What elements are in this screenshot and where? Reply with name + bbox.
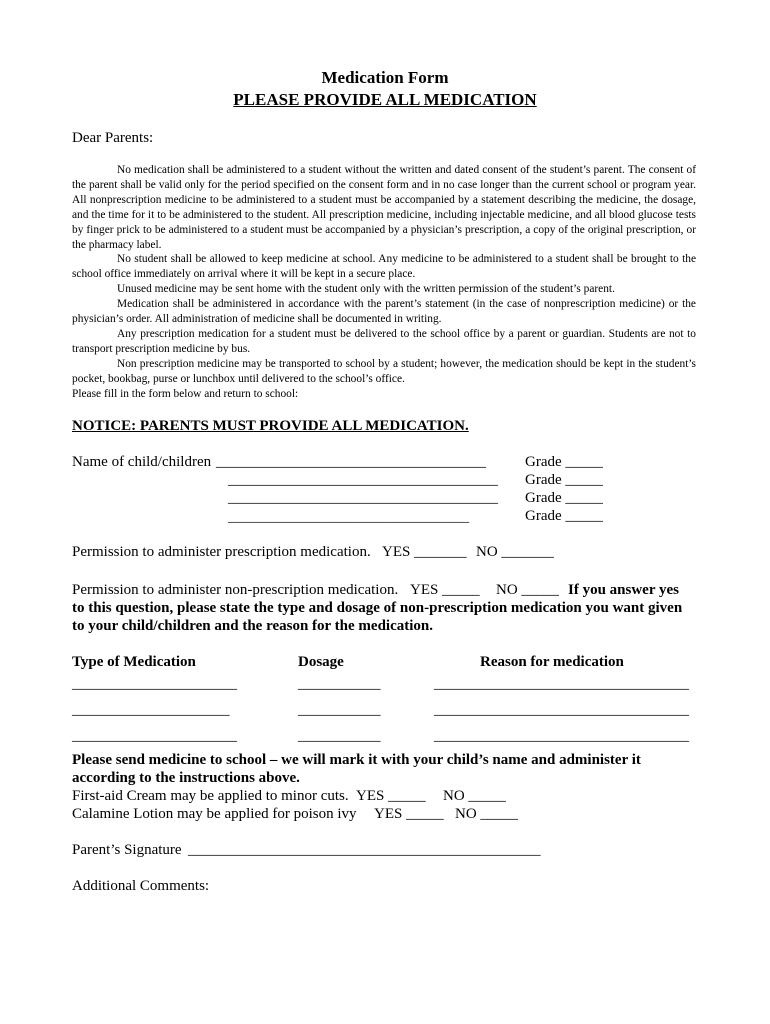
nonprescription-no-field[interactable]: NO _____ (496, 582, 559, 598)
paragraph-nonprescription-transport: Non prescription medicine may be transported to school by a student; however, the medication should be kept in the student’s pocket, bookbag, purse or lunchbox until delivered to the school’s office. (72, 357, 696, 385)
page-subtitle: PLEASE PROVIDE ALL MEDICATION (233, 90, 537, 109)
med-reason-field-2[interactable]: __________________________________ (434, 702, 689, 718)
med-type-field-3[interactable]: ______________________ (72, 728, 237, 744)
greeting: Dear Parents: (72, 130, 154, 146)
calamine-no-field[interactable]: NO _____ (455, 806, 518, 822)
send-medicine-notice-line-1: Please send medicine to school – we will mark it with your child’s name and administer it (72, 752, 641, 768)
first-aid-yes-field[interactable]: YES _____ (356, 788, 426, 804)
prescription-no-field[interactable]: NO _______ (476, 544, 554, 560)
send-medicine-notice-line-2: according to the instructions above. (72, 770, 300, 786)
nonprescription-permission-label: Permission to administer non-prescription medication. (72, 582, 399, 598)
page-title: Medication Form (321, 68, 449, 87)
med-type-field-2[interactable]: _____________________ (72, 702, 230, 718)
med-table-header-type: Type of Medication (72, 654, 196, 670)
med-table-header-reason: Reason for medication (480, 654, 624, 670)
paragraph-keep-medicine: No student shall be allowed to keep medicine at school. Any medicine to be administered to a student shall be brought to the school office immediately on arrival where it will be kept in a secure place. (72, 253, 696, 281)
nonprescription-note-start: If you answer yes (568, 582, 679, 598)
child-name-label: Name of child/children (72, 454, 212, 470)
nonprescription-note-line-3: to your child/children and the reason for the medication. (72, 618, 433, 634)
prescription-permission-label: Permission to administer prescription medication. (72, 544, 371, 560)
calamine-label: Calamine Lotion may be applied for poison ivy (72, 806, 357, 822)
fill-instruction: Please fill in the form below and return to school: (72, 387, 299, 400)
grade-field-2[interactable]: Grade _____ (525, 472, 603, 488)
child-name-field-2[interactable]: ____________________________________ (228, 472, 498, 488)
med-table-header-dosage: Dosage (298, 654, 344, 670)
nonprescription-yes-field[interactable]: YES _____ (410, 582, 480, 598)
grade-field-4[interactable]: Grade _____ (525, 508, 603, 524)
med-reason-field-3[interactable]: __________________________________ (434, 728, 689, 744)
nonprescription-note-line-2: to this question, please state the type and dosage of non-prescription medication you want given (72, 600, 683, 616)
paragraph-consent: No medication shall be administered to a student without the written and dated consent of the student’s parent. The consent of the parent shall be valid only for the period specified on the consent form and in no case longer than the current school or program year. All nonprescription medicine to be administered to a student must be accompanied by a statement describing the medicine, the dosage, and the time for it to be administered to the student. All prescription medicine, including injectable medicine, and all blood glucose tests by finger prick to be administered to a student must be accompanied by a physician’s prescription, a copy of the original prescription, or the pharmacy label. (72, 164, 696, 251)
med-dosage-field-2[interactable]: ___________ (298, 702, 381, 718)
med-type-field-1[interactable]: ______________________ (72, 676, 237, 692)
paragraph-unused-medicine: Unused medicine may be sent home with the student only with the written permission of the student’s parent. (117, 283, 615, 296)
paragraph-administration: Medication shall be administered in accordance with the parent’s statement (in the case of nonprescription medicine) or the physician’s order. All administration of medicine shall be documented in writing. (72, 298, 696, 326)
calamine-yes-field[interactable]: YES _____ (374, 806, 444, 822)
first-aid-no-field[interactable]: NO _____ (443, 788, 506, 804)
med-dosage-field-3[interactable]: ___________ (298, 728, 381, 744)
notice-heading: NOTICE: PARENTS MUST PROVIDE ALL MEDICATION. (72, 418, 469, 434)
paragraph-prescription-delivery: Any prescription medication for a student must be delivered to the school office by a parent or guardian. Students are not to transport prescription medicine by bus. (72, 327, 696, 355)
prescription-yes-field[interactable]: YES _______ (382, 544, 467, 560)
first-aid-label: First-aid Cream may be applied to minor cuts. (72, 788, 349, 804)
signature-field[interactable]: _______________________________________________ (188, 842, 541, 858)
med-reason-field-1[interactable]: __________________________________ (434, 676, 689, 692)
med-dosage-field-1[interactable]: ___________ (298, 676, 381, 692)
child-name-field-1[interactable]: ____________________________________ (216, 454, 486, 470)
child-name-field-4[interactable]: ____________________________________ (228, 509, 470, 524)
instructions-body (72, 163, 696, 402)
grade-field-3[interactable]: Grade _____ (525, 490, 603, 506)
child-name-field-3[interactable]: ____________________________________ (228, 490, 498, 506)
comments-label: Additional Comments: (72, 878, 210, 894)
grade-field-1[interactable]: Grade _____ (525, 454, 603, 470)
signature-label: Parent’s Signature (72, 842, 182, 858)
